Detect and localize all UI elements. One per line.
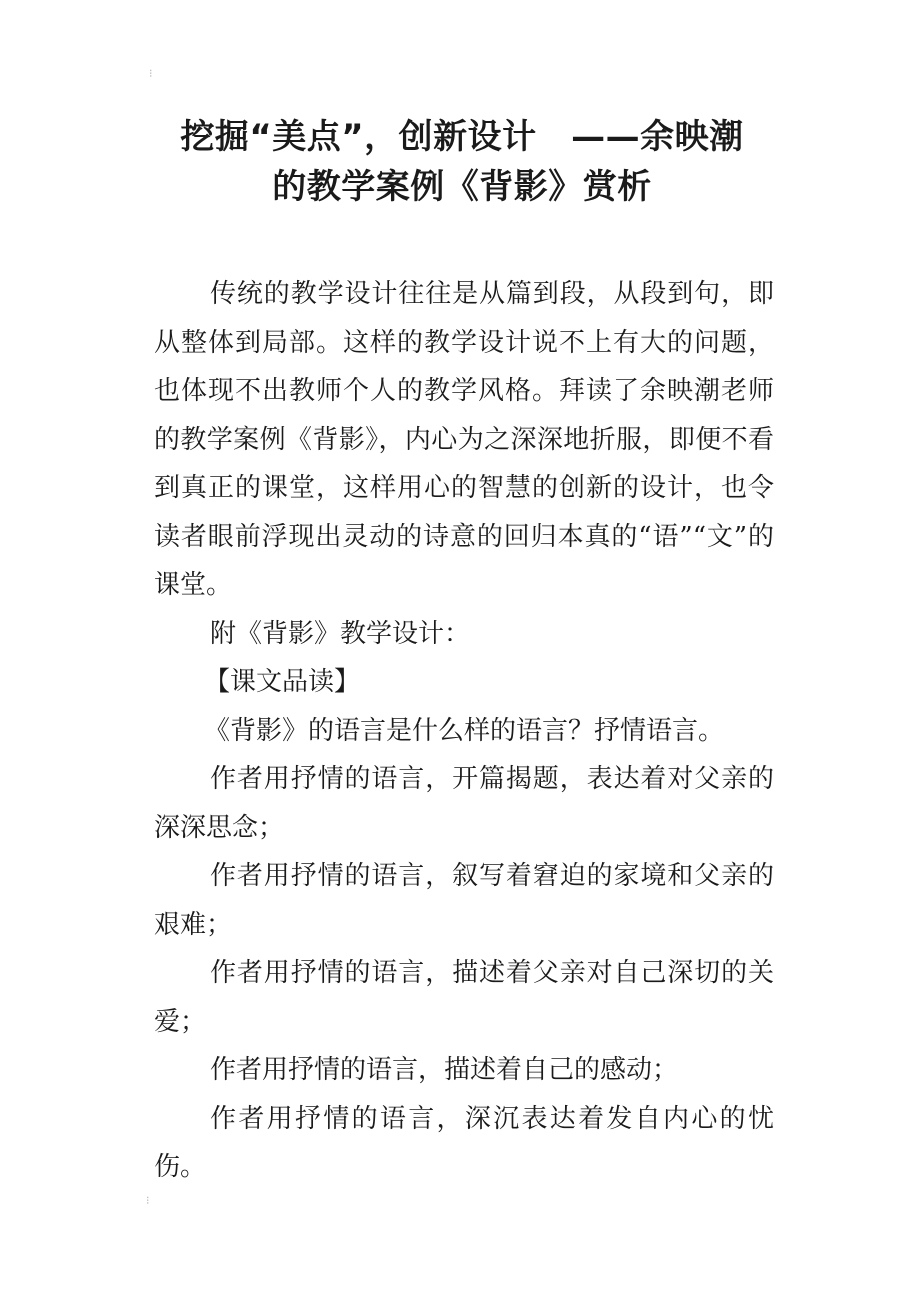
section-heading: 【课文品读】 — [204, 667, 361, 697]
list-item: 作者用抒情的语言，描述着自己的感动； — [210, 1055, 679, 1085]
appendix-heading: 附《背影》教学设计： — [210, 618, 471, 649]
page-corner-mark: ⁝ — [149, 67, 153, 80]
title-line-1: 挖掘“美点”，创新设计 ——余映潮 — [180, 117, 744, 157]
title-line-2: 的教学案例《背影》赏析 — [272, 167, 652, 207]
list-item: 作者用抒情的语言，描述着父亲对自己深切的关爱； — [154, 958, 774, 1037]
intro-paragraph: 传统的教学设计往往是从篇到段，从段到句，即从整体到局部。这样的教学设计说不上有大的问题，也体现不出教师个人的教学风格。拜读了余映潮老师的教学案例《背影》，内心为之深深地折服，即便不看到真正的课堂，这样用心的智慧的创新的设计，也令读者眼前浮现出灵动的诗意的回归本真的“语”“文”的课堂。 — [154, 279, 774, 600]
page-corner-mark: ⁝ — [146, 1194, 150, 1207]
article-body — [154, 270, 774, 1192]
list-item: 作者用抒情的语言，深沉表达着发自内心的忧伤。 — [154, 1103, 774, 1182]
list-item: 作者用抒情的语言，开篇揭题，表达着对父亲的深深思念； — [154, 764, 774, 843]
question-paragraph: 《背影》的语言是什么样的语言？抒情语言。 — [204, 715, 725, 746]
list-item: 作者用抒情的语言，叙写着窘迫的家境和父亲的艰难； — [154, 861, 774, 940]
page-title — [150, 112, 774, 212]
